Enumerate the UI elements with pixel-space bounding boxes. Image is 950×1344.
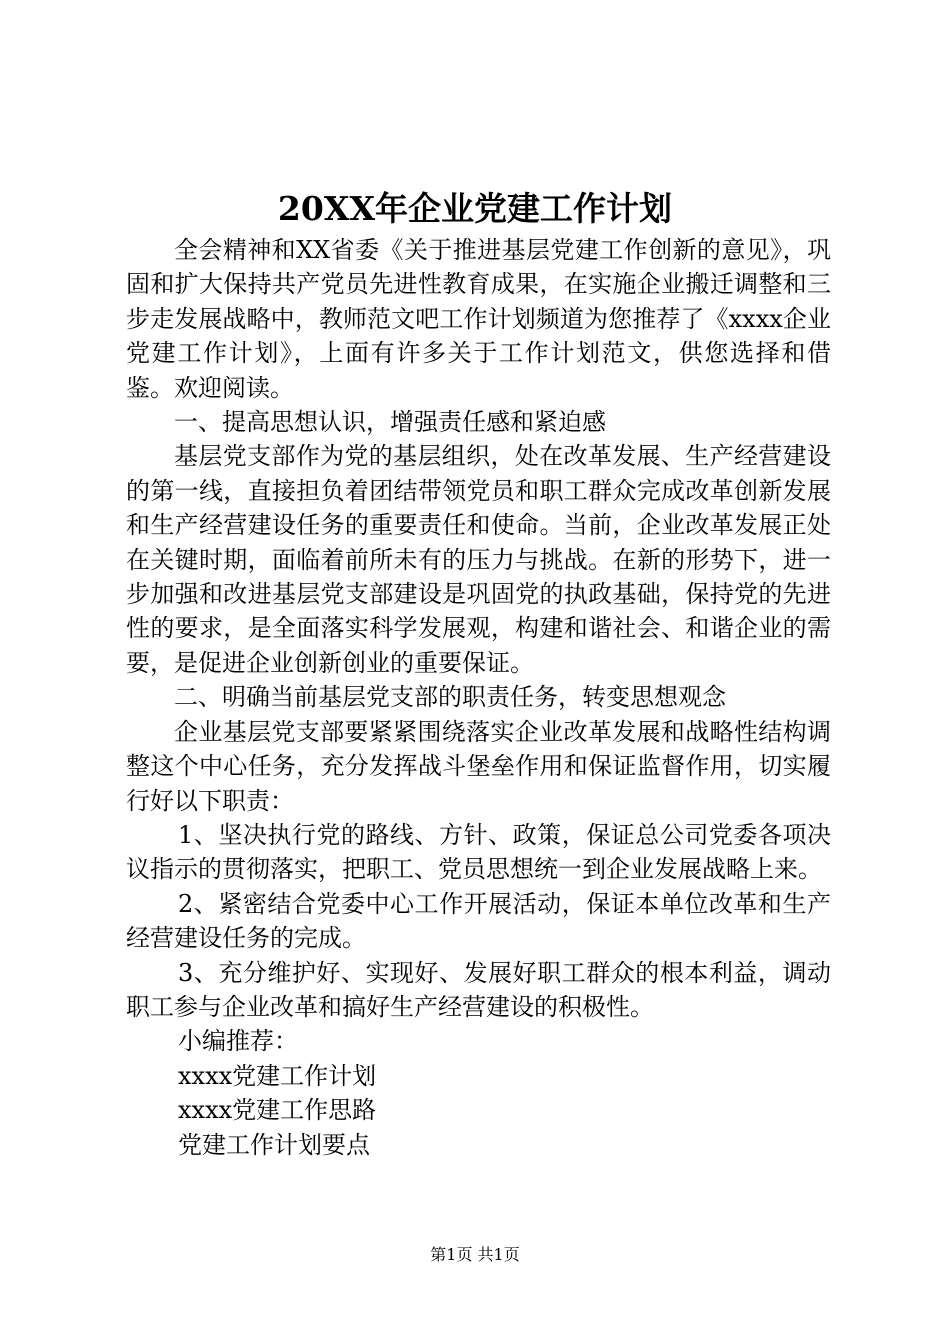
- section-heading-2: 二、明确当前基层党支部的职责任务，转变思想观念: [174, 683, 726, 712]
- recommend-link-1[interactable]: xxxx党建工作计划: [178, 1061, 377, 1090]
- intro-paragraph: 全会精神和XX省委《关于推进基层党建工作创新的意见》，巩固和扩大保持共产党员先进性教育成果，在实施企业搬迁调整和三步走发展战略中，教师范文吧工作计划频道为您推荐了《xxxx企业党建工作计划》，上面有许多关于工作计划范文，供您选择和借鉴。欢迎阅读。: [126, 236, 831, 402]
- section-1-paragraph: 基层党支部作为党的基层组织，处在改革发展、生产经营建设的第一线，直接担负着团结带领党员和职工群众完成改革创新发展和生产经营建设任务的重要责任和使命。当前，企业改革发展正处在关键时期，面临着前所未有的压力与挑战。在新的形势下，进一步加强和改进基层党支部建设是巩固党的执政基础，保持党的先进性的要求，是全面落实科学发展观，构建和谐社会、和谐企业的需要，是促进企业创新创业的重要保证。: [126, 442, 831, 677]
- duty-item-2: 2、紧密结合党委中心工作开展活动，保证本单位改革和生产经营建设任务的完成。: [126, 889, 831, 953]
- recommend-heading: 小编推荐：: [178, 1027, 298, 1056]
- page-footer: 第1页 共1页: [430, 1245, 520, 1264]
- recommend-link-2[interactable]: xxxx党建工作思路: [178, 1096, 377, 1125]
- recommend-link-3[interactable]: 党建工作计划要点: [178, 1130, 370, 1159]
- section-heading-1: 一、提高思想认识，增强责任感和紧迫感: [174, 408, 606, 437]
- document-title: 20XX年企业党建工作计划: [277, 189, 673, 228]
- duty-item-1: 1、坚决执行党的路线、方针、政策，保证总公司党委各项决议指示的贯彻落实，把职工、党员思想统一到企业发展战略上来。: [126, 820, 831, 884]
- section-2-paragraph: 企业基层党支部要紧紧围绕落实企业改革发展和战略性结构调整这个中心任务，充分发挥战斗堡垒作用和保证监督作用，切实履行好以下职责：: [126, 717, 831, 815]
- duty-item-3: 3、充分维护好、实现好、发展好职工群众的根本利益，调动职工参与企业改革和搞好生产经营建设的积极性。: [126, 958, 831, 1021]
- document-body: [126, 233, 831, 1162]
